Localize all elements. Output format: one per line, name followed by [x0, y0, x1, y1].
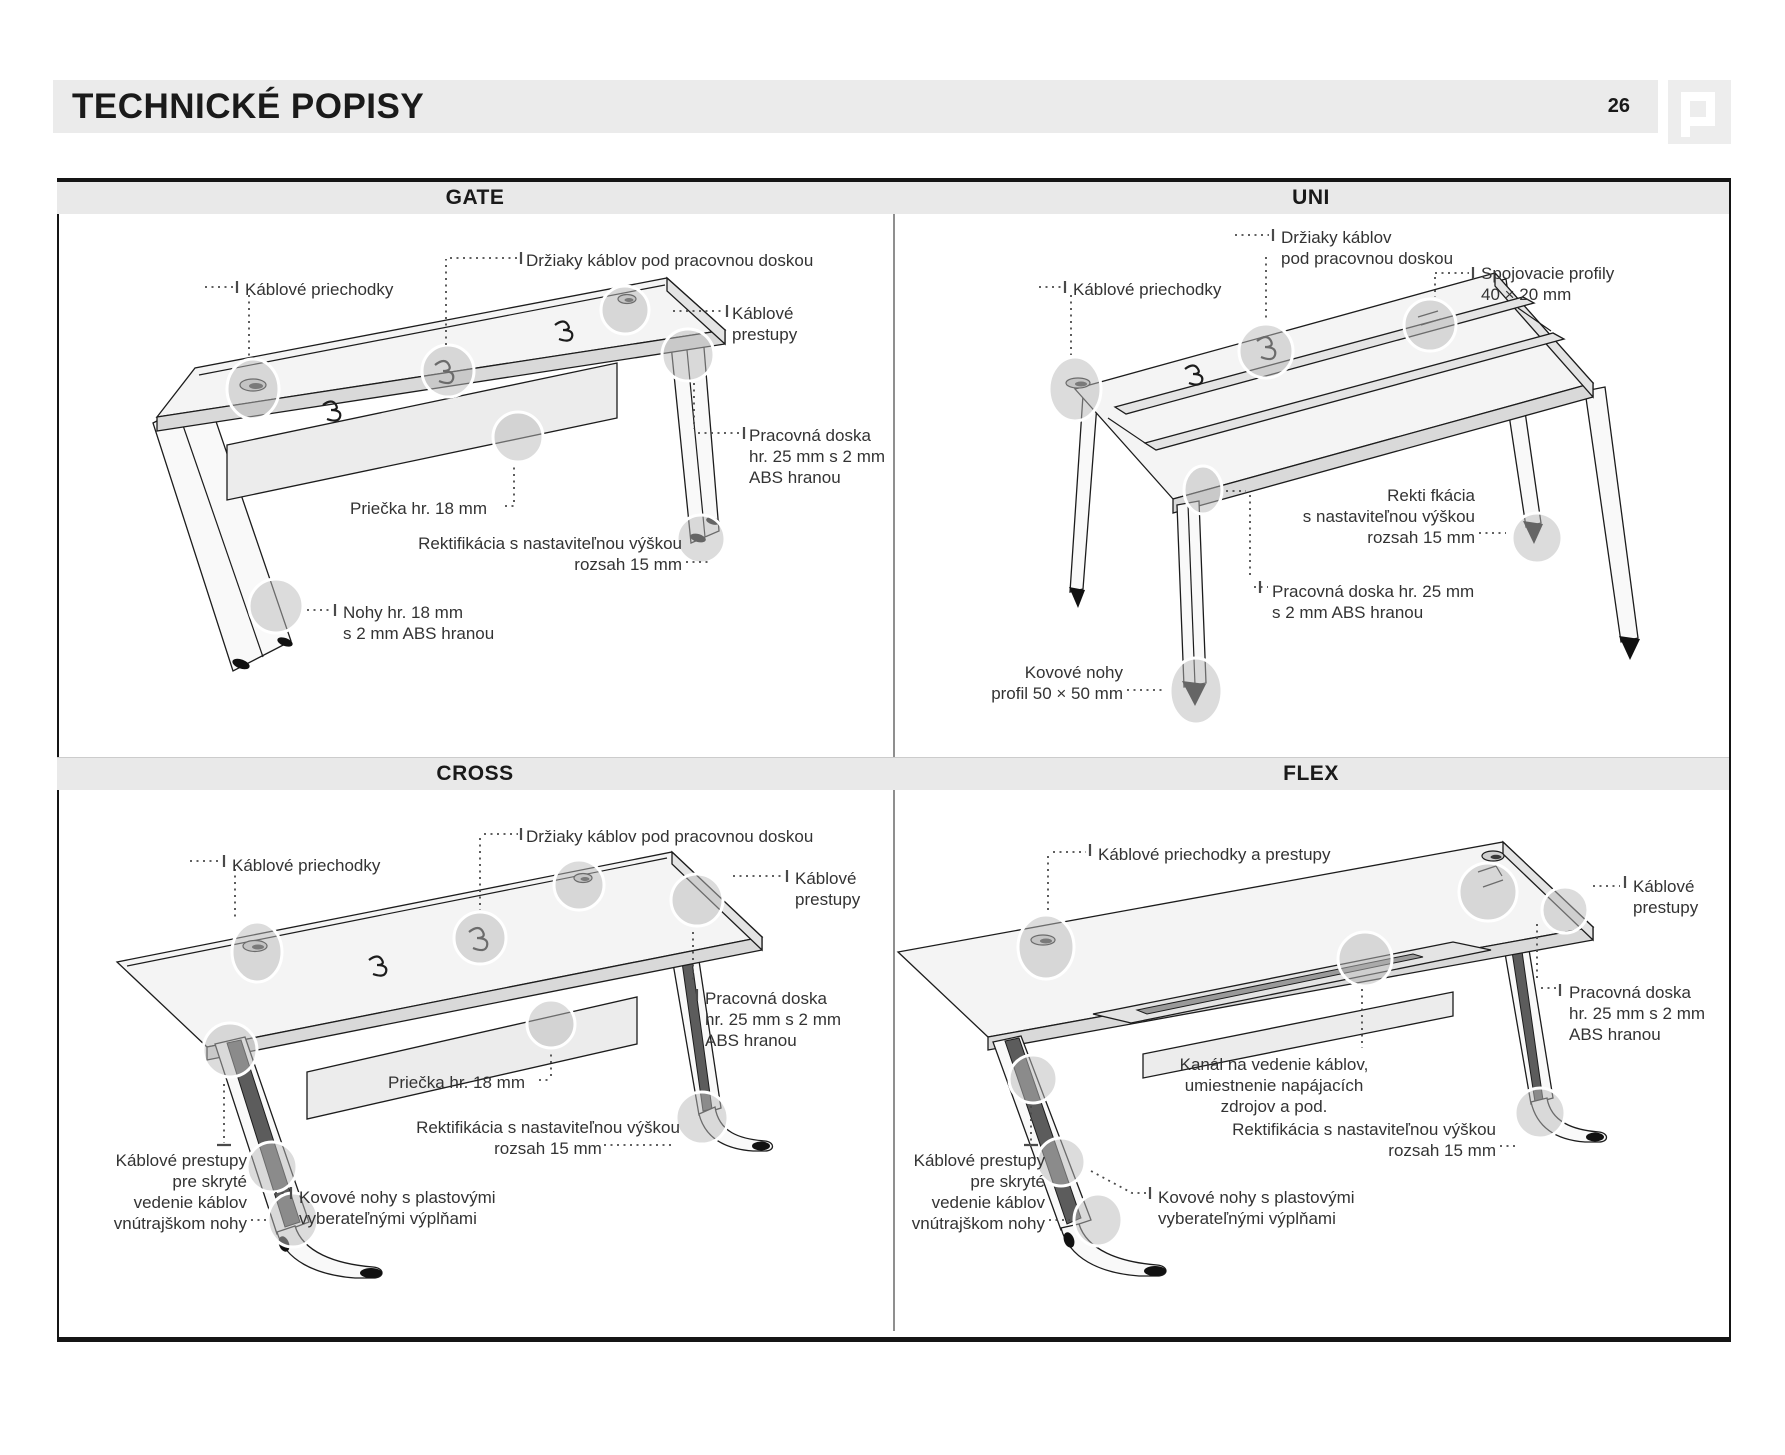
label-legs: Nohy hr. 18 mm s 2 mm ABS hranou [343, 603, 495, 643]
label-cable-holders: Držiaky káblov pod pracovnou doskou [526, 251, 814, 270]
quadrant-flex [893, 792, 1729, 1337]
label-metal-legs: Kovové nohy s plastovými vyberateľnými výplňami [299, 1188, 496, 1228]
label-connecting-profiles: Spojovacie profily 40 × 20 mm [1481, 264, 1615, 304]
p-logo-glyph [1668, 80, 1731, 144]
label-metal-legs: Kovové nohy profil 50 × 50 mm [991, 663, 1123, 703]
label-levelling: Rektifikácia s nastaviteľnou výškou rozsah 15 mm [418, 534, 682, 574]
quadrant-gate [57, 213, 893, 758]
desk-illustration-cross [57, 792, 893, 1337]
label-cable-grommets: Káblové priechodky [245, 280, 394, 299]
section-title-gate: GATE [57, 182, 893, 214]
label-worktop: Pracovná doska hr. 25 mm s 2 mm ABS hranou [1569, 983, 1706, 1044]
label-cable-holders: Držiaky káblov pod pracovnou doskou [526, 827, 814, 846]
label-metal-legs: Kovové nohy s plastovými vyberateľnými výplňami [1158, 1188, 1355, 1228]
section-title-uni: UNI [893, 182, 1729, 214]
label-levelling: Rekti fkácia s nastaviteľnou výškou rozsah 15 mm [1302, 486, 1475, 547]
label-levelling: Rektifikácia s nastaviteľnou výškou rozsah 15 mm [416, 1118, 680, 1158]
label-cable-grommets: Káblové priechodky [1073, 280, 1222, 299]
label-levelling: Rektifikácia s nastaviteľnou výškou rozsah 15 mm [1232, 1120, 1496, 1160]
label-worktop: Pracovná doska hr. 25 mm s 2 mm ABS hranou [1272, 582, 1475, 622]
label-cable-passages: Káblové prestupy [795, 869, 861, 909]
p-square-logo-icon [1668, 80, 1731, 144]
label-worktop: Pracovná doska hr. 25 mm s 2 mm ABS hranou [749, 426, 886, 487]
label-cable-channel: Kanál na vedenie káblov, umiestnenie napájacích zdrojov a pod. [1179, 1055, 1369, 1116]
section-title-cross: CROSS [57, 757, 893, 790]
page-header [53, 80, 1658, 133]
label-hidden-cable-routing: Káblové prestupy pre skryté vedenie káblov vnútrajškom nohy [113, 1151, 247, 1233]
section-title-flex: FLEX [893, 757, 1729, 790]
quadrant-uni [893, 213, 1729, 758]
quadrant-cross [57, 792, 893, 1337]
label-cable-passages: Káblové prestupy [732, 304, 798, 344]
label-partition: Priečka hr. 18 mm [388, 1073, 525, 1092]
label-cable-grommets-passages: Káblové priechodky a prestupy [1098, 845, 1331, 864]
label-partition: Priečka hr. 18 mm [350, 499, 487, 518]
page-number: 26 [1607, 95, 1630, 117]
label-cable-grommets: Káblové priechodky [232, 856, 381, 875]
page-title: TECHNICKÉ POPISY [72, 87, 425, 126]
label-cable-passages: Káblové prestupy [1633, 877, 1699, 917]
label-worktop: Pracovná doska hr. 25 mm s 2 mm ABS hranou [705, 989, 842, 1050]
label-cable-holders: Držiaky káblov pod pracovnou doskou [1281, 228, 1454, 268]
label-hidden-cable-routing: Káblové prestupy pre skryté vedenie káblov vnútrajškom nohy [911, 1151, 1045, 1233]
